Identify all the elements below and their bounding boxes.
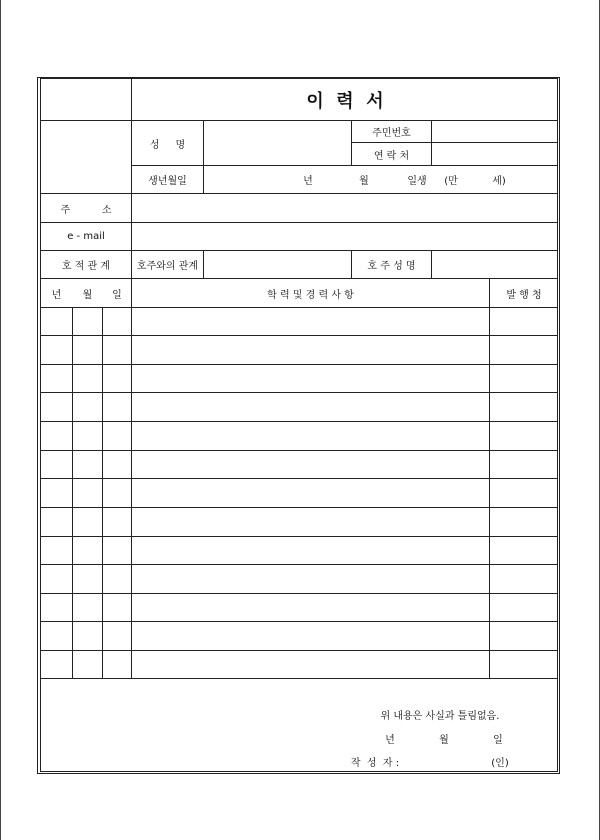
head-name-label: 호 주 성 명 <box>367 261 416 272</box>
statement-text: 위 내용은 사실과 틀림없음. <box>380 710 500 722</box>
col-year-header: 년 <box>51 289 62 301</box>
age-close-label: 세) <box>492 176 506 187</box>
name-field[interactable] <box>204 121 351 165</box>
col-history-header: 학 력 및 경 력 사 항 <box>267 289 354 301</box>
rule-month-col-right <box>102 307 103 679</box>
birth-day-unit: 일생 <box>407 176 427 187</box>
email-label: e - mail <box>67 231 105 242</box>
rule-row-7 <box>40 507 558 508</box>
page-title: 이 력 서 <box>306 90 384 112</box>
email-field[interactable] <box>132 223 558 250</box>
age-open-label: (만 <box>444 176 458 187</box>
family-relation-label: 호 적 관 계 <box>61 261 111 272</box>
relation-to-head-label: 호주와의 관계 <box>136 261 199 272</box>
rule-row-4 <box>40 421 558 422</box>
rule-year-col-right <box>72 307 73 679</box>
rule-row-3 <box>40 392 558 393</box>
rule-date-col-right <box>131 278 132 679</box>
birth-month-unit: 월 <box>359 176 369 187</box>
author-label: 작 성 자 : <box>350 757 400 769</box>
seal-label: (인) <box>491 757 509 769</box>
rule-row-9 <box>40 564 558 565</box>
col-issuer-header: 발 행 청 <box>506 289 542 301</box>
sign-day-unit: 일 <box>493 734 503 746</box>
rule-row-12 <box>40 650 558 651</box>
relation-to-head-field[interactable] <box>204 251 351 278</box>
resident-number-label: 주민번호 <box>372 128 411 139</box>
rule-history-col-right <box>489 278 490 679</box>
rule-row-2 <box>40 364 558 365</box>
birth-year-unit: 년 <box>303 176 313 187</box>
rule-header-bottom <box>40 307 558 308</box>
resident-number-field[interactable] <box>432 121 558 142</box>
address-label: 주 소 <box>60 204 112 216</box>
contact-field[interactable] <box>432 143 558 165</box>
rule-row-5 <box>40 450 558 451</box>
address-field[interactable] <box>132 194 558 222</box>
col-day-header: 일 <box>112 289 122 301</box>
rule-row-6 <box>40 478 558 479</box>
sign-month-unit: 월 <box>439 734 449 746</box>
sign-year-unit: 년 <box>385 734 395 746</box>
rule-row-1 <box>40 335 558 336</box>
head-name-field[interactable] <box>432 251 558 278</box>
rule-row-8 <box>40 536 558 537</box>
contact-label: 연 락 처 <box>373 150 410 162</box>
col-month-header: 월 <box>82 289 93 301</box>
name-label: 성 명 <box>149 139 186 151</box>
birth-date-label: 생년월일 <box>148 176 187 187</box>
rule-row-10 <box>40 593 558 594</box>
rule-row-11 <box>40 621 558 622</box>
rule-table-bottom <box>40 678 558 679</box>
